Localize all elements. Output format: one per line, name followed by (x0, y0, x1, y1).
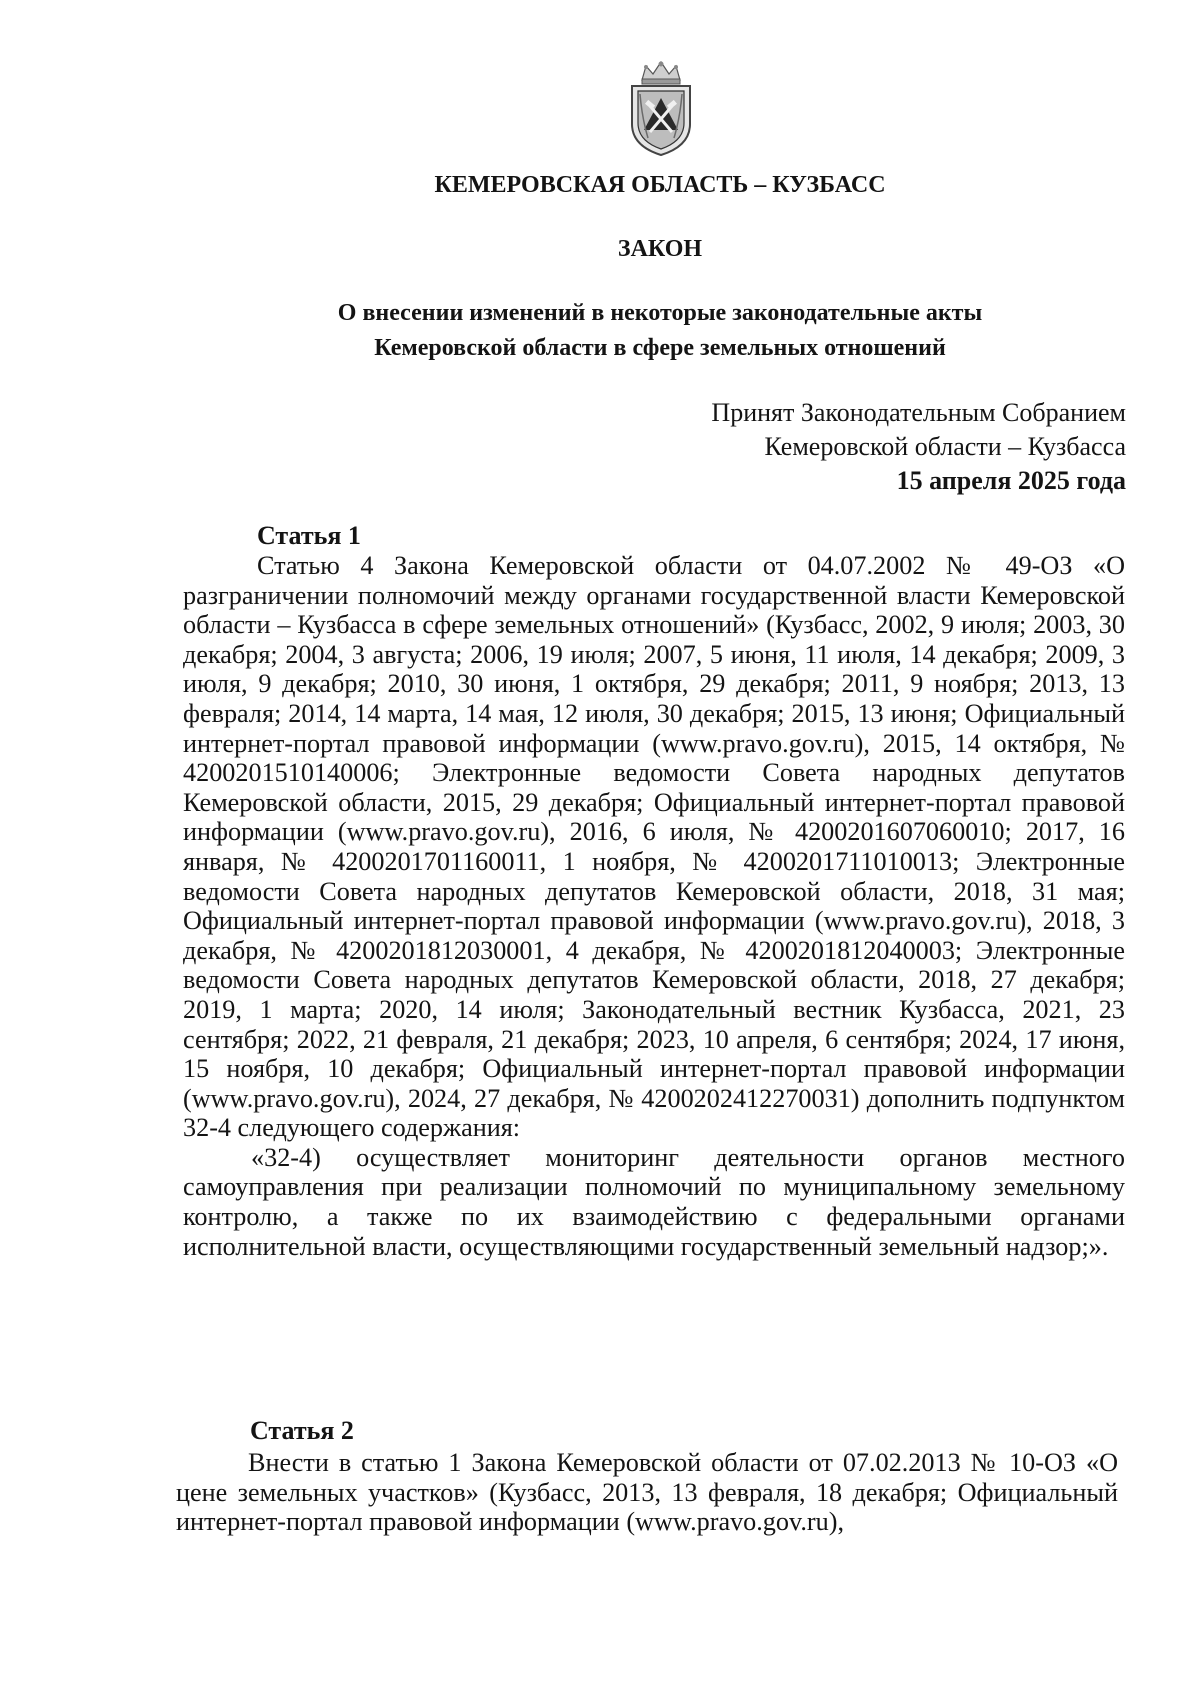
article-2-paragraph: Внести в статью 1 Закона Кемеровской области от 07.02.2013 № 10-ОЗ «О цене земельных участков» (Кузбасс, 2013, 13 февраля, 18 декабря; Официальный интернет-портал правовой информации (www.pravo.gov.ru), (176, 1448, 1118, 1537)
region-title: КЕМЕРОВСКАЯ ОБЛАСТЬ – КУЗБАСС (434, 172, 886, 198)
document-type: ЗАКОН (617, 236, 703, 262)
coat-of-arms-icon (620, 58, 702, 158)
article-1-paragraph: Статью 4 Закона Кемеровской области от 04.07.2002 № 49-ОЗ «О разграничении полномочий между органами государственной власти Кемеровской области – Кузбасса в сфере земельных отношений» (Кузбасс, 2002, 9 июля; 2003, 30 декабря; 2004, 3 августа; 2006, 19 июля; 2007, 5 июня, 11 июля, 14 декабря; 2009, 3 июля, 9 декабря; 2010, 30 июня, 1 октября, 29 декабря; 2011, 9 ноября; 2013, 13 февраля; 2014, 14 марта, 14 мая, 12 июля, 30 декабря; 2015, 13 июня; Официальный интернет-портал правовой информации (www.pravo.gov.ru), 2015, 14 октября, № 4200201510140006; Электронные ведомости Совета народных депутатов Кемеровской области, 2015, 29 декабря; Официальный интернет-портал правовой информации (www.pravo.gov.ru), 2016, 6 июля, № 4200201607060010; 2017, 16 января, № 4200201701160011, 1 ноября, № 4200201711010013; Электронные ведомости Совета народных депутатов Кемеровской области, 2018, 31 мая; Официальный интернет-портал правовой информации (www.pravo.gov.ru), 2018, 3 декабря, № 4200201812030001, 4 декабря, № 4200201812040003; Электронные ведомости Совета народных депутатов Кемеровской области, 2018, 27 декабря; 2019, 1 марта; 2020, 14 июля; Законодательный вестник Кузбасса, 2021, 23 сентября; 2022, 21 февраля, 21 декабря; 2023, 10 апреля, 6 сентября; 2024, 17 июня, 15 ноября, 10 декабря; Официальный интернет-портал правовой информации (www.pravo.gov.ru), 2024, 27 декабря, № 4200202412270031) дополнить подпунктом 32-4 следующего содержания: (183, 551, 1125, 1143)
adoption-line-1: Принят Законодательным Собранием (711, 398, 1126, 427)
law-subject-line-2: Кемеровской области в сфере земельных отношений (374, 335, 946, 361)
law-subject-line-1: О внесении изменений в некоторые законодательные акты (337, 300, 983, 326)
law-subject (0, 296, 1200, 366)
article-2-heading: Статья 2 (250, 1416, 354, 1445)
article-1-body (183, 551, 1125, 1261)
adoption-line-2: Кемеровской области – Кузбасса (764, 432, 1126, 461)
article-2-body (176, 1448, 1118, 1537)
article-1-heading: Статья 1 (257, 521, 361, 550)
adoption-block (711, 396, 1126, 498)
adoption-date: 15 апреля 2025 года (896, 466, 1126, 495)
article-1-quote: «32-4) осуществляет мониторинг деятельности органов местного самоуправления при реализации полномочий по муниципальному земельному контролю, а также по их взаимодействию с федеральными органами исполнительной власти, осуществляющими государственный земельный надзор;». (183, 1142, 1125, 1261)
